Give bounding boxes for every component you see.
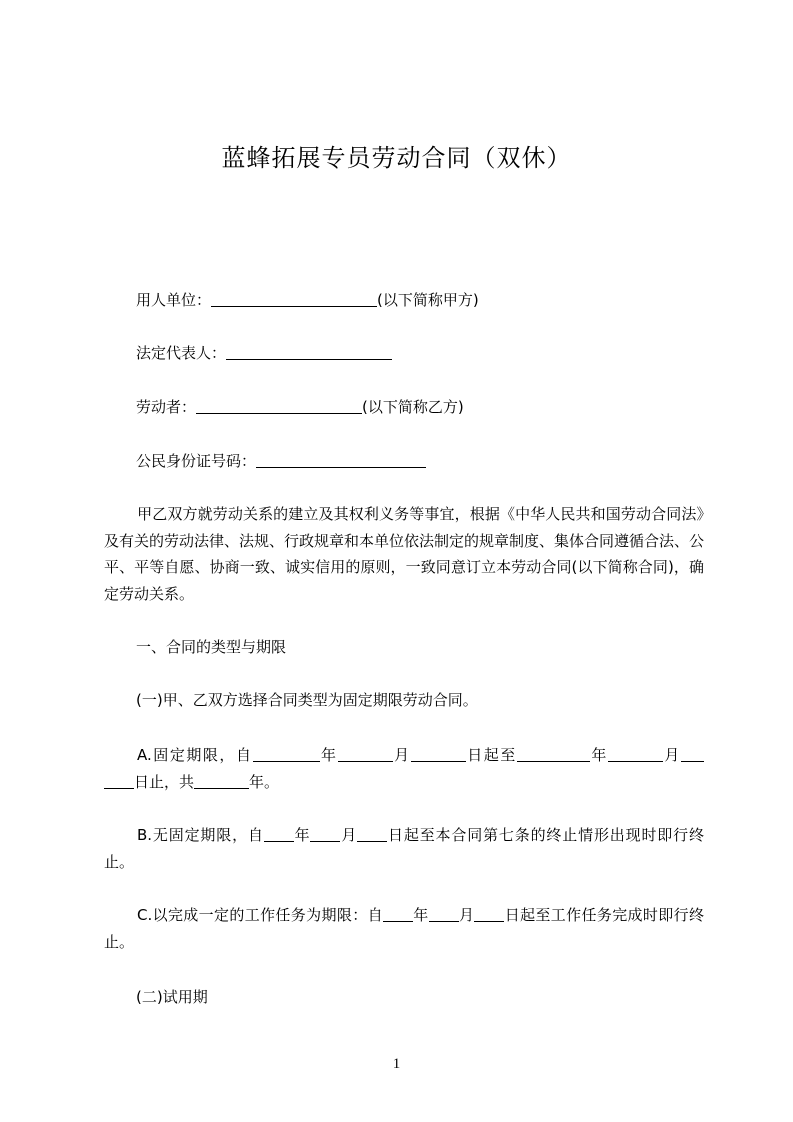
employer-field bbox=[136, 290, 479, 310]
option-a-paragraph bbox=[104, 742, 704, 795]
option-b-text: 年 bbox=[293, 826, 311, 844]
option-c-text: 月 bbox=[458, 906, 475, 924]
sub-1-heading: (一)甲、乙双方选择合同类型为固定期限劳动合同。 bbox=[136, 691, 478, 709]
option-a-text: 日起至 bbox=[465, 746, 517, 764]
option-a-text: 年 bbox=[589, 746, 608, 764]
blank[interactable] bbox=[429, 906, 459, 922]
option-a-text: 日止，共 bbox=[134, 772, 195, 791]
option-b-text: B.无固定期限，自 bbox=[137, 826, 264, 844]
preamble-paragraph bbox=[104, 501, 704, 607]
blank[interactable] bbox=[517, 746, 590, 762]
worker-suffix: (以下简称乙方) bbox=[362, 398, 464, 416]
blank[interactable] bbox=[474, 906, 504, 922]
blank[interactable] bbox=[194, 773, 249, 789]
worker-field bbox=[136, 397, 464, 417]
legal-rep-field bbox=[136, 343, 392, 363]
blank[interactable] bbox=[681, 746, 704, 762]
id-number-field bbox=[136, 451, 426, 471]
option-a-text: 年 bbox=[319, 746, 338, 764]
legal-rep-blank[interactable] bbox=[226, 344, 392, 360]
option-a-text: 月 bbox=[662, 746, 681, 764]
option-b-text: 日起至本合同第七条的终止情形出现时即行终止。 bbox=[104, 826, 704, 871]
blank[interactable] bbox=[357, 826, 387, 842]
option-c-text: 日起至工作任务完成时即行终止。 bbox=[104, 906, 704, 951]
employer-suffix: (以下简称甲方) bbox=[377, 291, 479, 309]
blank[interactable] bbox=[310, 826, 340, 842]
employer-blank[interactable] bbox=[211, 291, 377, 307]
id-label: 公民身份证号码： bbox=[136, 452, 257, 470]
employer-label: 用人单位： bbox=[136, 291, 212, 309]
option-b-paragraph bbox=[104, 822, 704, 875]
blank[interactable] bbox=[411, 746, 466, 762]
blank[interactable] bbox=[338, 746, 393, 762]
blank[interactable] bbox=[104, 773, 134, 789]
option-a-text: 月 bbox=[392, 746, 411, 764]
option-c-text: C.以完成一定的工作任务为期限：自 bbox=[137, 906, 383, 924]
option-c-paragraph bbox=[104, 902, 704, 955]
blank[interactable] bbox=[253, 746, 320, 762]
blank[interactable] bbox=[608, 746, 663, 762]
option-c-text: 年 bbox=[412, 906, 429, 924]
document-title: 蓝蜂拓展专员劳动合同（双休） bbox=[221, 144, 572, 172]
sub-2-heading: (二)试用期 bbox=[136, 988, 208, 1006]
page-number: 1 bbox=[392, 1056, 401, 1072]
blank[interactable] bbox=[383, 906, 413, 922]
worker-blank[interactable] bbox=[196, 398, 362, 414]
section-1-heading: 一、合同的类型与期限 bbox=[136, 638, 287, 656]
option-a-text: A.固定期限，自 bbox=[137, 746, 253, 764]
blank[interactable] bbox=[264, 826, 294, 842]
option-b-text: 月 bbox=[340, 826, 358, 844]
legal-rep-label: 法定代表人： bbox=[136, 344, 227, 362]
preamble-text: 甲乙双方就劳动关系的建立及其权利义务等事宜，根据《中华人民共和国劳动合同法》及有关的劳动法律、法规、行政规章和本单位依法制定的规章制度、集体合同遵循合法、公平、平等自愿、协商一致、诚实信用的原则，一致同意订立本劳动合同(以下简称合同)，确定劳动关系。 bbox=[104, 505, 705, 603]
id-blank[interactable] bbox=[256, 452, 426, 468]
option-a-text: 年。 bbox=[249, 772, 280, 791]
worker-label: 劳动者： bbox=[136, 398, 197, 416]
